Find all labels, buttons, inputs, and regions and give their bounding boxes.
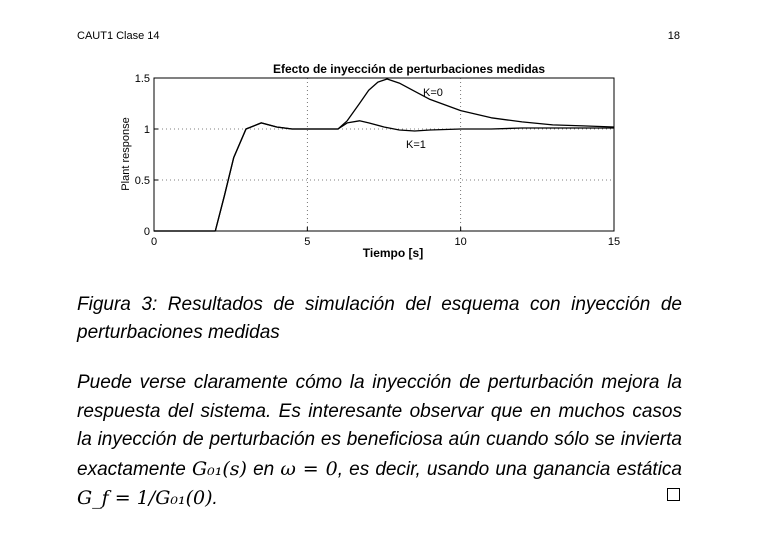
paragraph-text-a: Puede verse claramente cómo la inyección de perturbación mejora la respuesta del sistema. Es interesante observar que en muchos casos la inyección de perturbación es beneficiosa aún cuando sólo se invierta exactamente (77, 372, 682, 480)
x-tick-label: 15 (607, 236, 621, 248)
grid-lines (154, 78, 614, 231)
y-axis-label: Plant response (120, 117, 132, 191)
math-g01s: G₀₁(s) (191, 457, 247, 480)
x-tick-label: 0 (150, 236, 158, 248)
response-chart (110, 56, 640, 266)
y-tick-label: 0.5 (134, 175, 150, 187)
end-of-proof-icon (667, 488, 680, 501)
plot-frame (154, 78, 614, 231)
series-line-k0 (154, 79, 614, 231)
x-tick-label: 5 (304, 236, 311, 248)
y-tick-label: 1.5 (134, 73, 150, 85)
y-tick-label: 0 (143, 226, 150, 238)
paragraph-text-c: , es decir, usando una ganancia estática (337, 458, 682, 480)
annotation-k1: K=1 (406, 139, 426, 151)
body-paragraph (77, 369, 682, 514)
page-number: 18 (667, 30, 680, 42)
header-left: CAUT1 Clase 14 (77, 30, 160, 42)
series-lines (154, 79, 614, 231)
figure-caption: Figura 3: Resultados de simulación del esquema con inyección de perturbaciones medidas (77, 294, 682, 343)
annotation-k0: K=0 (423, 87, 443, 99)
axis-ticks (135, 73, 620, 248)
series-line-k1 (154, 121, 614, 231)
math-static-gain: G_f = 1/G₀₁(0) (77, 487, 213, 509)
paragraph-text-d: . (212, 488, 218, 509)
math-omega-zero: ω = 0 (280, 457, 338, 480)
x-axis-label: Tiempo [s] (362, 246, 424, 260)
chart-title: Efecto de inyección de perturbaciones medidas (272, 62, 546, 76)
paragraph-text-b: en (246, 458, 281, 480)
x-tick-label: 10 (454, 236, 467, 248)
y-tick-label: 1 (143, 124, 150, 136)
